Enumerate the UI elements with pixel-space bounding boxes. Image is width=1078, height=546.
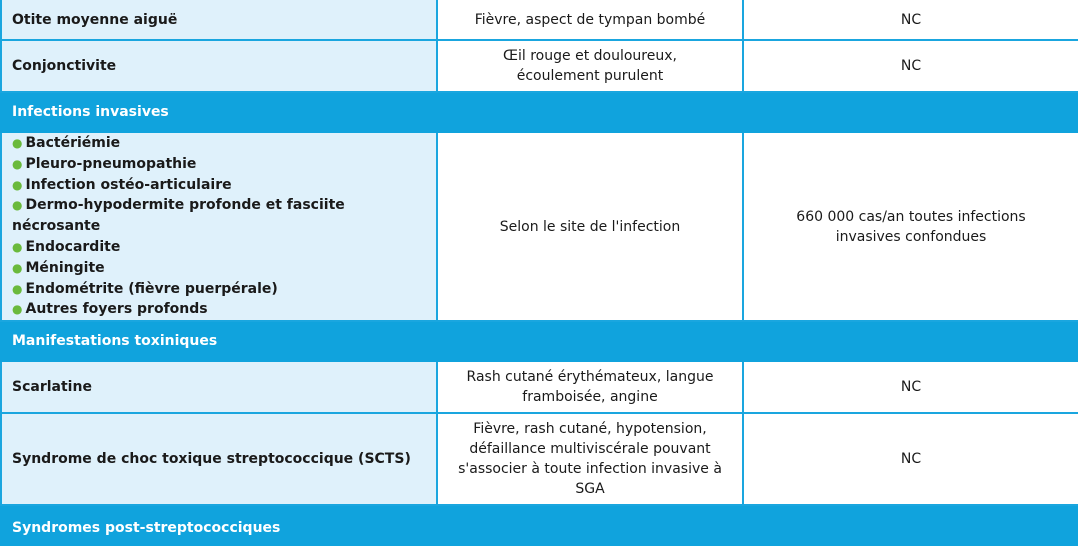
list-item: ● Endocardite <box>12 238 121 255</box>
bullet-icon: ● <box>12 136 23 150</box>
row-signs: Fièvre, rash cutané, hypotension, défaillance multiviscérale pouvant s'associer à toute infection invasive à SGA <box>437 413 743 505</box>
bullet-icon: ● <box>12 239 23 254</box>
row-name: Syndrome de choc toxique streptococcique (SCTS) <box>1 413 437 505</box>
section-title: Manifestations toxiniques <box>1 321 1078 361</box>
list-item: ● Pleuro-pneumopathie <box>12 155 197 172</box>
list-item: ● Endométrite (fièvre puerpérale) <box>12 280 278 297</box>
row-name: Conjonctivite <box>1 40 437 92</box>
section-header <box>1 92 1078 132</box>
row-incidence: NC <box>743 361 1078 413</box>
row-signs: Rash cutané érythémateux, langue framboisée, angine <box>437 361 743 413</box>
list-item: ● Bactériémie <box>12 135 121 151</box>
row-signs: Œil rouge et douloureux, écoulement purulent <box>437 40 743 92</box>
section-title: Infections invasives <box>1 92 1078 132</box>
row-incidence: NC <box>743 40 1078 92</box>
row-name-list <box>1 132 437 321</box>
list-item: ● Dermo-hypodermite profonde et fasciite nécrosante <box>12 197 345 235</box>
list-item: ● Autres foyers profonds <box>12 301 208 318</box>
bullet-icon: ● <box>12 260 23 275</box>
table-row <box>1 361 1078 413</box>
table-row <box>1 40 1078 92</box>
row-incidence: 660 000 cas/an toutes infections invasives confondues <box>743 132 1078 321</box>
bullet-icon: ● <box>12 198 23 213</box>
row-signs: Selon le site de l'infection <box>437 132 743 321</box>
section-header <box>1 505 1078 545</box>
bullet-icon: ● <box>12 302 23 317</box>
row-name: Otite moyenne aiguë <box>1 0 437 40</box>
row-signs: Fièvre, aspect de tympan bombé <box>437 0 743 40</box>
row-name: Scarlatine <box>1 361 437 413</box>
list-item: ● Infection ostéo-articulaire <box>12 176 232 193</box>
bullet-icon: ● <box>12 177 23 192</box>
invasive-list <box>12 133 426 320</box>
table-row <box>1 413 1078 505</box>
section-title: Syndromes post-streptococciques <box>1 505 1078 545</box>
table-row <box>1 132 1078 321</box>
row-incidence: NC <box>743 0 1078 40</box>
bullet-icon: ● <box>12 156 23 171</box>
bullet-icon: ● <box>12 281 23 296</box>
row-incidence: NC <box>743 413 1078 505</box>
table-row <box>1 0 1078 40</box>
list-item: ● Méningite <box>12 259 105 276</box>
section-header <box>1 321 1078 361</box>
